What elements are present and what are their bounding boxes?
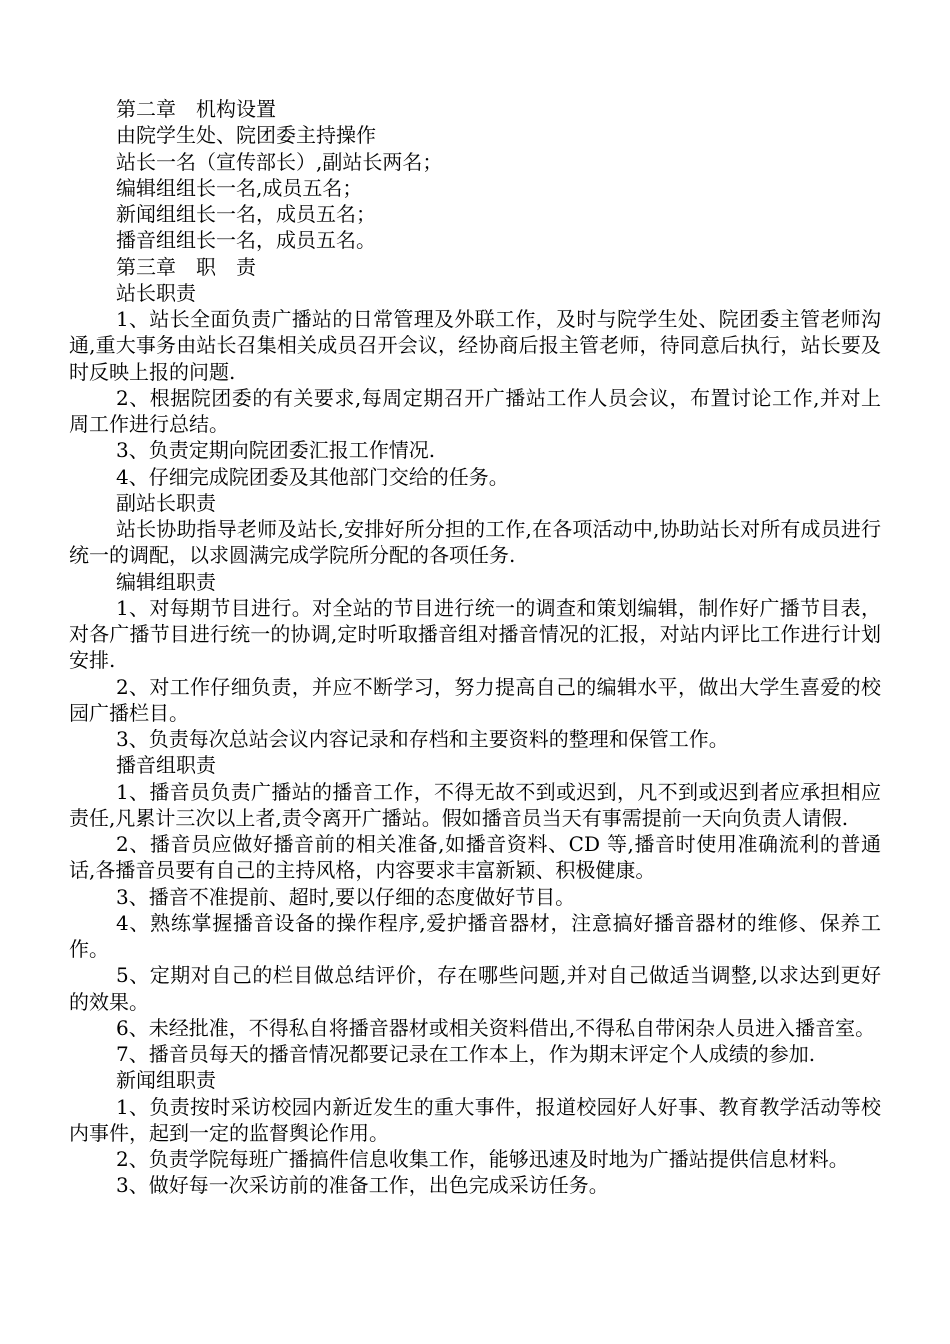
paragraph: 1、对每期节目进行。对全站的节目进行统一的调查和策划编辑，制作好广播节目表，对各广播节目进行统一的协调,定时听取播音组对播音情况的汇报，对站内评比工作进行计划安排. [69,595,881,673]
paragraph: 1、播音员负责广播站的播音工作，不得无故不到或迟到，凡不到或迟到者应承担相应责任,凡累计三次以上者,责令离开广播站。假如播音员当天有事需提前一天向负责人请假. [69,779,881,830]
paragraph: 站长一名（宣传部长）,副站长两名； [116,149,443,174]
paragraph: 2、播音员应做好播音前的相关准备,如播音资料、CD 等,播音时使用准确流利的普通话,各播音员要有自己的主持风格，内容要求丰富新颖、积极健康。 [69,832,881,883]
paragraph: 1、站长全面负责广播站的日常管理及外联工作，及时与院学生处、院团委主管老师沟通,重大事务由站长召集相关成员召开会议，经协商后报主管老师，待同意后执行，站长要及时反映上报的问题. [69,307,881,384]
paragraph: 3、做好每一次采访前的准备工作，出色完成采访任务。 [116,1173,609,1198]
paragraph: 站长协助指导老师及站长,安排好所分担的工作,在各项活动中,协助站长对所有成员进行统一的调配，以求圆满完成学院所分配的各项任务. [69,517,881,568]
section-heading: 播音组职责 [116,753,216,778]
chapter-heading: 第二章 机构设置 [116,97,276,121]
paragraph: 新闻组组长一名，成员五名； [116,202,376,226]
paragraph: 由院学生处、院团委主持操作 [116,123,376,148]
paragraph: 3、负责定期向院团委汇报工作情况. [116,438,436,463]
paragraph: 2、负责学院每班广播搞件信息收集工作，能够迅速及时地为广播站提供信息材料。 [116,1147,849,1171]
section-heading: 副站长职责 [116,490,216,515]
paragraph: 4、熟练掌握播音设备的操作程序,爱护播音器材，注意搞好播音器材的维修、保养工作。 [69,910,881,961]
paragraph: 6、未经批准，不得私自将播音器材或相关资料借出,不得私自带闲杂人员进入播音室。 [116,1015,876,1040]
paragraph: 3、播音不准提前、超时,要以仔细的态度做好节目。 [116,884,576,909]
paragraph: 5、定期对自己的栏目做总结评价，存在哪些问题,并对自己做适当调整,以求达到更好的效果。 [69,963,881,1014]
paragraph: 1、负责按时采访校园内新近发生的重大事件，报道校园好人好事、教育教学活动等校内事件，起到一定的监督舆论作用。 [69,1094,881,1145]
section-heading: 编辑组职责 [116,569,216,594]
section-heading: 站长职责 [116,280,196,305]
document-body [69,96,881,1199]
paragraph: 2、根据院团委的有关要求,每周定期召开广播站工作人员会议，布置讨论工作,并对上周工作进行总结。 [69,385,881,436]
paragraph: 3、负责每次总站会议内容记录和存档和主要资料的整理和保管工作。 [116,727,729,751]
paragraph: 2、对工作仔细负责，并应不断学习，努力提高自己的编辑水平，做出大学生喜爱的校园广播栏目。 [69,674,881,725]
paragraph: 7、播音员每天的播音情况都要记录在工作本上，作为期末评定个人成绩的参加. [116,1042,816,1066]
section-heading: 新闻组职责 [116,1068,216,1093]
paragraph: 4、仔细完成院团委及其他部门交给的任务。 [116,464,509,489]
chapter-heading: 第三章 职 责 [116,254,256,279]
paragraph: 播音组组长一名，成员五名。 [116,228,376,253]
paragraph: 编辑组组长一名,成员五名； [116,175,363,200]
